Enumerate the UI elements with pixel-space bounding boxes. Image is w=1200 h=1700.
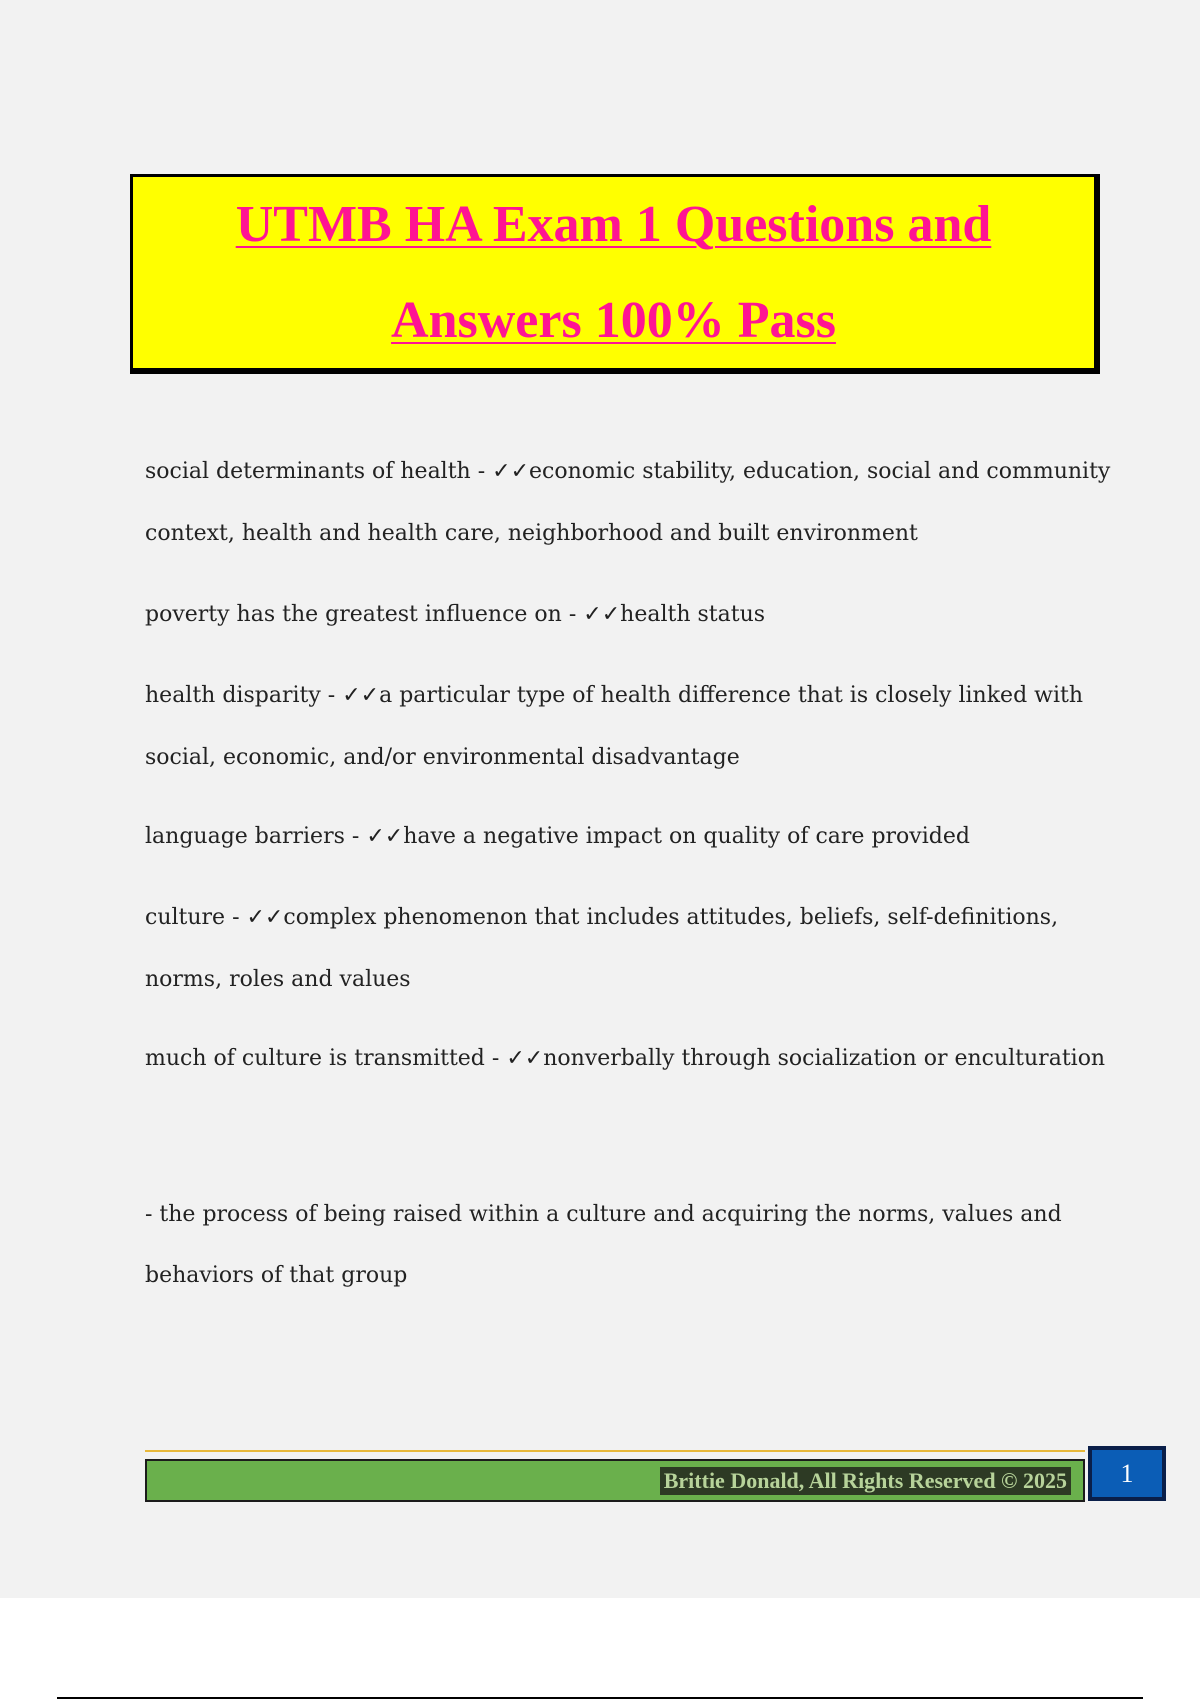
- page-number: 1: [1088, 1446, 1166, 1501]
- double-check-icon: ✓✓: [246, 905, 284, 930]
- title-line-2: Answers 100% Pass: [391, 291, 836, 349]
- paragraph-line: - the process of being raised within a culture and acquiring the norms, values and: [145, 1202, 1062, 1227]
- entry-term: much of culture is transmitted -: [145, 1046, 507, 1071]
- entry-term: language barriers -: [145, 824, 367, 849]
- entry-answer: a particular type of health difference that is closely linked with: [379, 683, 1084, 708]
- entry-line: [145, 905, 1058, 930]
- entry-line: social, economic, and/or environmental disadvantage: [145, 745, 740, 770]
- title-line-1: UTMB HA Exam 1 Questions and: [235, 195, 992, 253]
- entry-term: poverty has the greatest influence on -: [145, 602, 584, 627]
- entry-line: context, health and health care, neighborhood and built environment: [145, 521, 918, 546]
- double-check-icon: ✓✓: [506, 1046, 544, 1071]
- entry-answer: nonverbally through socialization or enculturation: [543, 1046, 1106, 1071]
- entry-term: health disparity -: [145, 683, 343, 708]
- page-divider: [57, 1697, 1143, 1699]
- entry-answer: economic stability, education, social and community: [529, 459, 1111, 484]
- entry-line: [145, 683, 1083, 708]
- entry-term: culture -: [145, 905, 247, 930]
- entry-answer: complex phenomenon that includes attitudes, beliefs, self-definitions,: [283, 905, 1059, 930]
- double-check-icon: ✓✓: [366, 824, 404, 849]
- entry-line: [145, 459, 1110, 484]
- entry-line: [145, 824, 970, 849]
- title-box: [130, 174, 1100, 374]
- entry-answer: have a negative impact on quality of care provided: [403, 824, 970, 849]
- paragraph-line: behaviors of that group: [145, 1263, 408, 1288]
- entry-answer: health status: [620, 602, 766, 627]
- entry-term: social determinants of health -: [145, 459, 493, 484]
- entry-line: [145, 602, 765, 627]
- entry-line: [145, 1046, 1105, 1071]
- footer-rule: [145, 1450, 1085, 1452]
- double-check-icon: ✓✓: [583, 602, 621, 627]
- double-check-icon: ✓✓: [492, 459, 530, 484]
- entry-line: norms, roles and values: [145, 967, 411, 992]
- double-check-icon: ✓✓: [342, 683, 380, 708]
- footer-bar: [145, 1459, 1085, 1502]
- copyright-text: Brittie Donald, All Rights Reserved © 2025: [660, 1467, 1071, 1495]
